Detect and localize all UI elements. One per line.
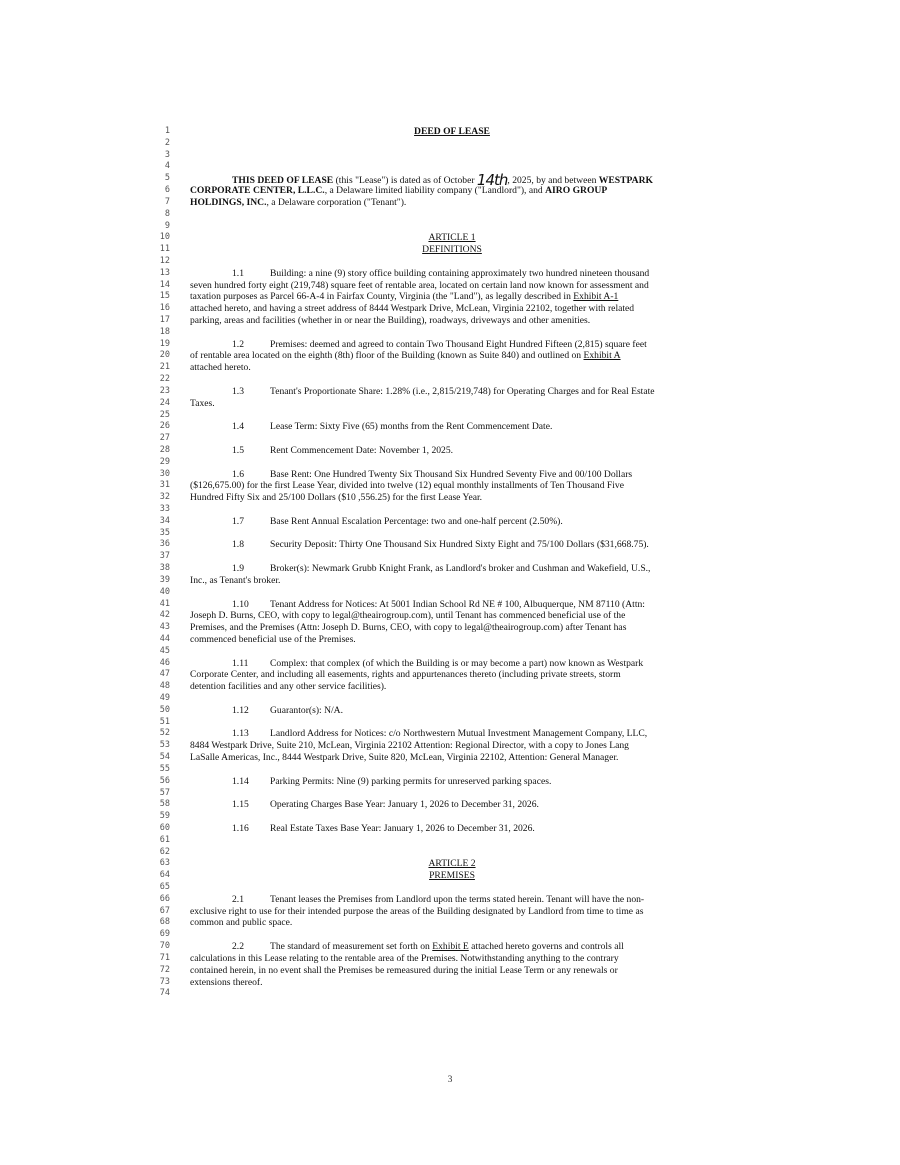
intro-text: (this "Lease") is dated as of October: [333, 175, 477, 187]
section-text: LaSalle Americas, Inc., 8444 Westpark Drive, Suite 820, McLean, Virginia 22102, Attention: General Manager.: [190, 752, 619, 764]
line-number: 71: [159, 952, 170, 963]
section-number: 1.10: [232, 598, 249, 610]
lease-page-body: [190, 126, 714, 988]
section-number: 1.3: [232, 385, 244, 397]
line-number: 14: [159, 279, 170, 290]
page-number: 3: [447, 1074, 453, 1085]
section-text: of rentable area located on the eighth (8th) floor of the Building (known as Suite 840) and outlined on: [190, 350, 584, 362]
section-text: Tenant's Proportionate Share: 1.28% (i.e., 2,815/219,748) for Operating Charges and for Real Estate: [270, 385, 655, 397]
section-text: attached hereto.: [190, 362, 251, 374]
article-2-heading: ARTICLE 2: [428, 858, 476, 870]
intro-text: , 2025, by and between: [507, 175, 599, 187]
line-number: 26: [159, 421, 170, 432]
line-number: 40: [159, 586, 170, 597]
section-1-4: [190, 421, 714, 433]
section-text: Lease Term: Sixty Five (65) months from the Rent Commencement Date.: [270, 421, 553, 433]
section-number: 1.9: [232, 563, 244, 575]
line-number: 25: [159, 409, 170, 420]
section-1-13: [190, 728, 714, 740]
line-number: 11: [159, 244, 170, 255]
line-number: 8: [164, 208, 170, 219]
line-number: 36: [159, 539, 170, 550]
section-text-line: [190, 291, 714, 303]
section-1-3: [190, 386, 714, 398]
line-number: 32: [159, 492, 170, 503]
section-number: 1.5: [232, 444, 244, 456]
section-text: attached hereto governs and controls all: [468, 941, 624, 953]
section-text: Landlord Address for Notices: c/o Northwestern Mutual Investment Management Company, LLC,: [270, 728, 648, 740]
line-number: 6: [164, 185, 170, 196]
exhibit-a-reference: Exhibit A: [583, 350, 621, 362]
section-1-1: [190, 268, 714, 280]
section-text: Complex: that complex (of which the Building is or may become a part) now known as Westpark: [270, 657, 644, 669]
intro-text: , a Delaware corporation ("Tenant").: [266, 196, 407, 208]
section-text: exclusive right to use for their intended purpose the areas of the Building designated by Landlord from time to time as: [190, 905, 644, 917]
section-number: 2.2: [232, 941, 244, 953]
line-number: 19: [159, 338, 170, 349]
section-number: 1.12: [232, 704, 249, 716]
section-1-10: [190, 599, 714, 611]
article-1-subheading: DEFINITIONS: [422, 244, 482, 256]
line-number: 15: [159, 291, 170, 302]
section-number: 1.8: [232, 539, 244, 551]
section-text: ($126,675.00) for the first Lease Year, divided into twelve (12) equal monthly installments of Ten Thousand Five: [190, 480, 624, 492]
section-number: 1.6: [232, 468, 244, 480]
intro-lease-name: THIS DEED OF LEASE: [232, 175, 334, 187]
line-number: 4: [164, 161, 170, 172]
exhibit-a1-reference: Exhibit A-1: [573, 291, 619, 303]
section-text: Inc., as Tenant's broker.: [190, 574, 281, 586]
line-numbers: [140, 126, 170, 1000]
line-number: 31: [159, 480, 170, 491]
section-1-9: [190, 563, 714, 575]
article-2-subheading: PREMISES: [429, 870, 475, 882]
section-text: extensions thereof.: [190, 976, 263, 988]
section-1-14: [190, 776, 714, 788]
line-number: 64: [159, 870, 170, 881]
section-text: detention facilities and any other service facilities).: [190, 681, 387, 693]
line-number: 30: [159, 468, 170, 479]
intro-tenant-name: AIRO GROUP: [545, 185, 608, 197]
section-number: 1.4: [232, 421, 244, 433]
line-number: 46: [159, 657, 170, 668]
line-number: 62: [159, 846, 170, 857]
line-number: 45: [159, 645, 170, 656]
line-number: 74: [159, 988, 170, 999]
line-number: 51: [159, 716, 170, 727]
article-1-heading: ARTICLE 1: [428, 232, 476, 244]
section-number: 2.1: [232, 893, 244, 905]
line-number: 72: [159, 964, 170, 975]
section-text: Joseph D. Burns, CEO, with copy to legal@theairogroup.com), until Tenant has commenced beneficial use of the: [190, 610, 626, 622]
section-2-1: [190, 894, 714, 906]
section-1-5: [190, 445, 714, 457]
section-1-16: [190, 823, 714, 835]
line-number: 21: [159, 362, 170, 373]
line-number: 57: [159, 787, 170, 798]
line-number: 50: [159, 704, 170, 715]
line-number: 41: [159, 598, 170, 609]
line-number: 24: [159, 397, 170, 408]
intro-landlord-name: CORPORATE CENTER, L.L.C.: [190, 185, 325, 197]
line-number: 52: [159, 728, 170, 739]
line-number: 49: [159, 693, 170, 703]
section-text: Building: a nine (9) story office building containing approximately two hundred nineteen thousand: [270, 267, 650, 279]
line-number: 38: [159, 563, 170, 574]
line-number: 34: [159, 515, 170, 526]
line-number: 17: [159, 315, 170, 325]
line-number: 44: [159, 633, 170, 644]
line-number: 53: [159, 740, 170, 751]
line-number: 65: [159, 882, 170, 892]
section-number: 1.7: [232, 515, 244, 527]
section-text: taxation purposes as Parcel 66-A-4 in Fairfax County, Virginia (the "Land"), as legally described in: [190, 291, 574, 303]
section-number: 1.15: [232, 799, 249, 811]
section-text: Base Rent Annual Escalation Percentage: two and one-half percent (2.50%).: [270, 515, 563, 527]
document-title: DEED OF LEASE: [414, 126, 490, 137]
line-number: 9: [164, 220, 170, 231]
line-number: 54: [159, 752, 170, 763]
section-text: commenced beneficial use of the Premises.: [190, 633, 356, 645]
section-1-6: [190, 469, 714, 481]
section-text: Broker(s): Newmark Grubb Knight Frank, as Landlord's broker and Cushman and Wakefield, U.S.,: [270, 563, 651, 575]
intro-tenant-name: HOLDINGS, INC.: [190, 196, 267, 208]
line-number: 35: [159, 527, 170, 538]
line-number: 1: [164, 126, 170, 136]
intro-line-3: [190, 197, 714, 209]
line-number: 48: [159, 681, 170, 692]
line-number: 47: [159, 669, 170, 680]
line-number: 29: [159, 456, 170, 467]
section-number: 1.16: [232, 822, 249, 834]
section-text: Premises: deemed and agreed to contain Two Thousand Eight Hundred Fifteen (2,815) square feet: [270, 338, 647, 350]
line-number: 20: [159, 350, 170, 361]
intro-landlord-name: WESTPARK: [598, 175, 653, 187]
line-number: 68: [159, 917, 170, 928]
section-number: 1.1: [232, 267, 244, 279]
section-text: Security Deposit: Thirty One Thousand Six Hundred Sixty Eight and 75/100 Dollars ($31,668.75).: [270, 539, 649, 551]
line-number: 5: [164, 173, 170, 184]
section-number: 1.2: [232, 338, 244, 350]
section-text: Guarantor(s): N/A.: [270, 704, 343, 716]
section-number: 1.13: [232, 728, 249, 740]
line-number: 12: [159, 255, 170, 266]
line-number: 33: [159, 504, 170, 514]
section-text: calculations in this Lease relating to the rentable area of the Premises. Notwithstanding anything to the contrary: [190, 952, 619, 964]
section-text: contained herein, in no event shall the Premises be remeasured during the initial Lease Term or any renewals or: [190, 964, 618, 976]
section-text: seven hundred forty eight (219,748) square feet of rentable area, located on certain land now known for assessment and: [190, 279, 649, 291]
line-number: 69: [159, 929, 170, 940]
section-1-8: [190, 539, 714, 551]
line-number: 60: [159, 822, 170, 833]
line-number: 61: [159, 834, 170, 845]
section-text: Rent Commencement Date: November 1, 2025.: [270, 444, 454, 456]
section-text: Parking Permits: Nine (9) parking permits for unreserved parking spaces.: [270, 775, 552, 787]
section-text: Base Rent: One Hundred Twenty Six Thousand Six Hundred Seventy Five and 00/100 Dollars: [270, 468, 633, 480]
section-text: Tenant leases the Premises from Landlord upon the terms stated herein. Tenant will have the non-: [270, 893, 645, 905]
line-number: 13: [159, 267, 170, 278]
line-number: 10: [159, 232, 170, 243]
line-number: 70: [159, 941, 170, 952]
section-number: 1.14: [232, 775, 249, 787]
line-number: 66: [159, 893, 170, 904]
line-number: 28: [159, 444, 170, 455]
intro-line-1: [190, 171, 714, 190]
line-number: 22: [159, 374, 170, 385]
exhibit-e-reference: Exhibit E: [432, 941, 469, 953]
section-text: Tenant Address for Notices: At 5001 Indian School Rd NE # 100, Albuquerque, NM 87110 (Attn:: [270, 598, 645, 610]
section-text: Taxes.: [190, 397, 215, 409]
line-number: 55: [159, 763, 170, 774]
line-number: 3: [164, 149, 170, 160]
section-text: common and public space.: [190, 917, 293, 929]
section-1-11: [190, 658, 714, 670]
section-text-line: [190, 350, 714, 362]
line-number: 73: [159, 976, 170, 987]
section-1-7: [190, 516, 714, 528]
section-text: attached hereto, and having a street address of 8444 Westpark Drive, McLean, Virginia 22102, together with related: [190, 303, 635, 315]
section-text: Hundred Fifty Six and 25/100 Dollars ($10 ,556.25) for the first Lease Year.: [190, 492, 483, 504]
section-2-2: [190, 941, 714, 953]
section-text: Premises, and the Premises (Attn: Joseph D. Burns, CEO, with copy to legal@theairogroup.com) after Tenant has: [190, 622, 627, 634]
line-number: 16: [159, 303, 170, 314]
line-number: 43: [159, 622, 170, 633]
line-number: 27: [159, 433, 170, 444]
line-number: 18: [159, 326, 170, 337]
section-1-15: [190, 799, 714, 811]
section-text: Operating Charges Base Year: January 1, 2026 to December 31, 2026.: [270, 799, 539, 811]
line-number: 7: [164, 196, 170, 207]
line-number: 58: [159, 799, 170, 810]
line-number: 2: [164, 137, 170, 148]
section-1-12: [190, 705, 714, 717]
intro-line-2: [190, 185, 714, 197]
section-1-2: [190, 339, 714, 351]
section-text: Corporate Center, and including all easements, rights and appurtenances thereto (including private streets, storm: [190, 669, 621, 681]
intro-text: , a Delaware limited liability company ("Landlord"), and: [324, 185, 546, 197]
handwritten-date: 14th: [476, 171, 508, 190]
line-number: 23: [159, 385, 170, 396]
line-number: 42: [159, 610, 170, 621]
line-number: 67: [159, 905, 170, 916]
line-number: 56: [159, 775, 170, 786]
section-text: 8484 Westpark Drive, Suite 210, McLean, Virginia 22102 Attention: Regional Director, with a copy to Jones Lang: [190, 740, 629, 752]
section-text: parking, areas and facilities (whether in or near the Building), roadways, driveways and other amenities.: [190, 315, 591, 326]
line-number: 39: [159, 574, 170, 585]
line-number: 63: [159, 858, 170, 869]
line-number: 37: [159, 551, 170, 562]
section-text: Real Estate Taxes Base Year: January 1, 2026 to December 31, 2026.: [270, 822, 535, 834]
section-number: 1.11: [232, 657, 249, 669]
line-number: 59: [159, 811, 170, 822]
section-text: The standard of measurement set forth on: [270, 941, 433, 953]
